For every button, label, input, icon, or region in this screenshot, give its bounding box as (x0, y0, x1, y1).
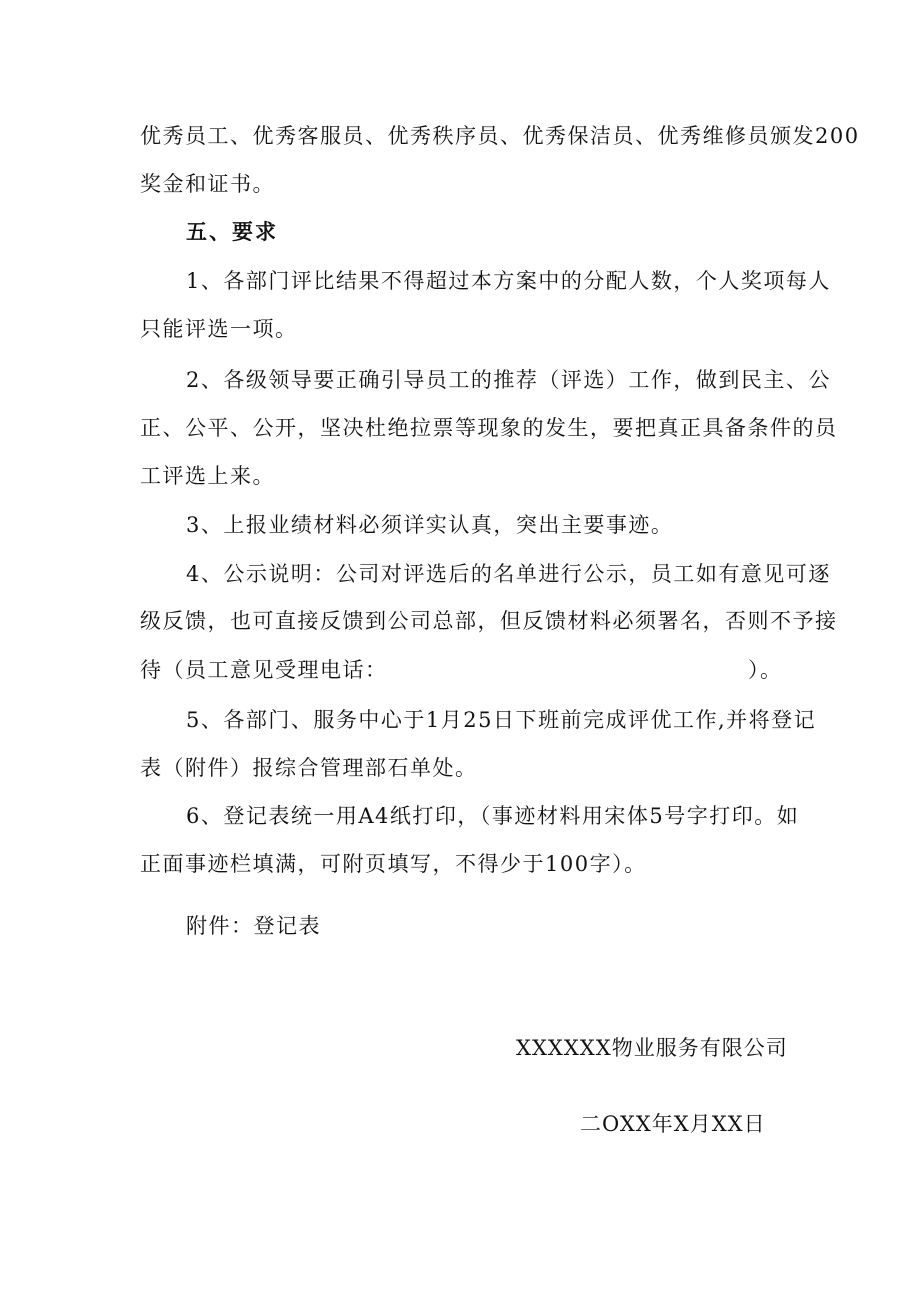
paragraph-line: 4、公示说明：公司对评选后的名单进行公示，员工如有意见可逐 (186, 562, 831, 586)
signature-date: 二OXX年X月XX日 (580, 1112, 766, 1136)
paragraph-line: 表（附件）报综合管理部石单处。 (140, 756, 478, 780)
paragraph-line: 只能评选一项。 (140, 317, 298, 341)
paragraph-line: 6、登记表统一用A4纸打印，（事迹材料用宋体5号字打印。如 (186, 804, 800, 828)
paragraph-line: ）。 (748, 658, 783, 682)
paragraph-line: 奖金和证书。 (140, 172, 275, 196)
company-signature: XXXXXX物业服务有限公司 (516, 1036, 788, 1060)
paragraph-line: 待（员工意见受理电话： (140, 658, 388, 682)
paragraph-line: 5、各部门、服务中心于1月25日下班前完成评优工作,并将登记 (186, 708, 817, 732)
paragraph-line: 优秀员工、优秀客服员、优秀秩序员、优秀保洁员、优秀维修员颁发200 (140, 124, 860, 148)
paragraph-line: 1、各部门评比结果不得超过本方案中的分配人数，个人奖项每人 (186, 269, 831, 293)
paragraph-line: 2、各级领导要正确引导员工的推荐（评选）工作，做到民主、公 (186, 368, 831, 392)
paragraph-line: 工评选上来。 (140, 464, 275, 488)
paragraph-line: 3、上报业绩材料必须详实认真，突出主要事迹。 (186, 513, 674, 537)
paragraph-line: 正、公平、公开，坚决杜绝拉票等现象的发生，要把真正具备条件的员 (140, 416, 838, 440)
attachment-line: 附件：登记表 (186, 914, 321, 938)
paragraph-line: 正面事迹栏填满，可附页填写，不得少于100字）。 (140, 852, 647, 876)
paragraph-line: 级反馈，也可直接反馈到公司总部，但反馈材料必须署名，否则不予接 (140, 609, 838, 633)
section-heading: 五、要求 (186, 219, 278, 244)
